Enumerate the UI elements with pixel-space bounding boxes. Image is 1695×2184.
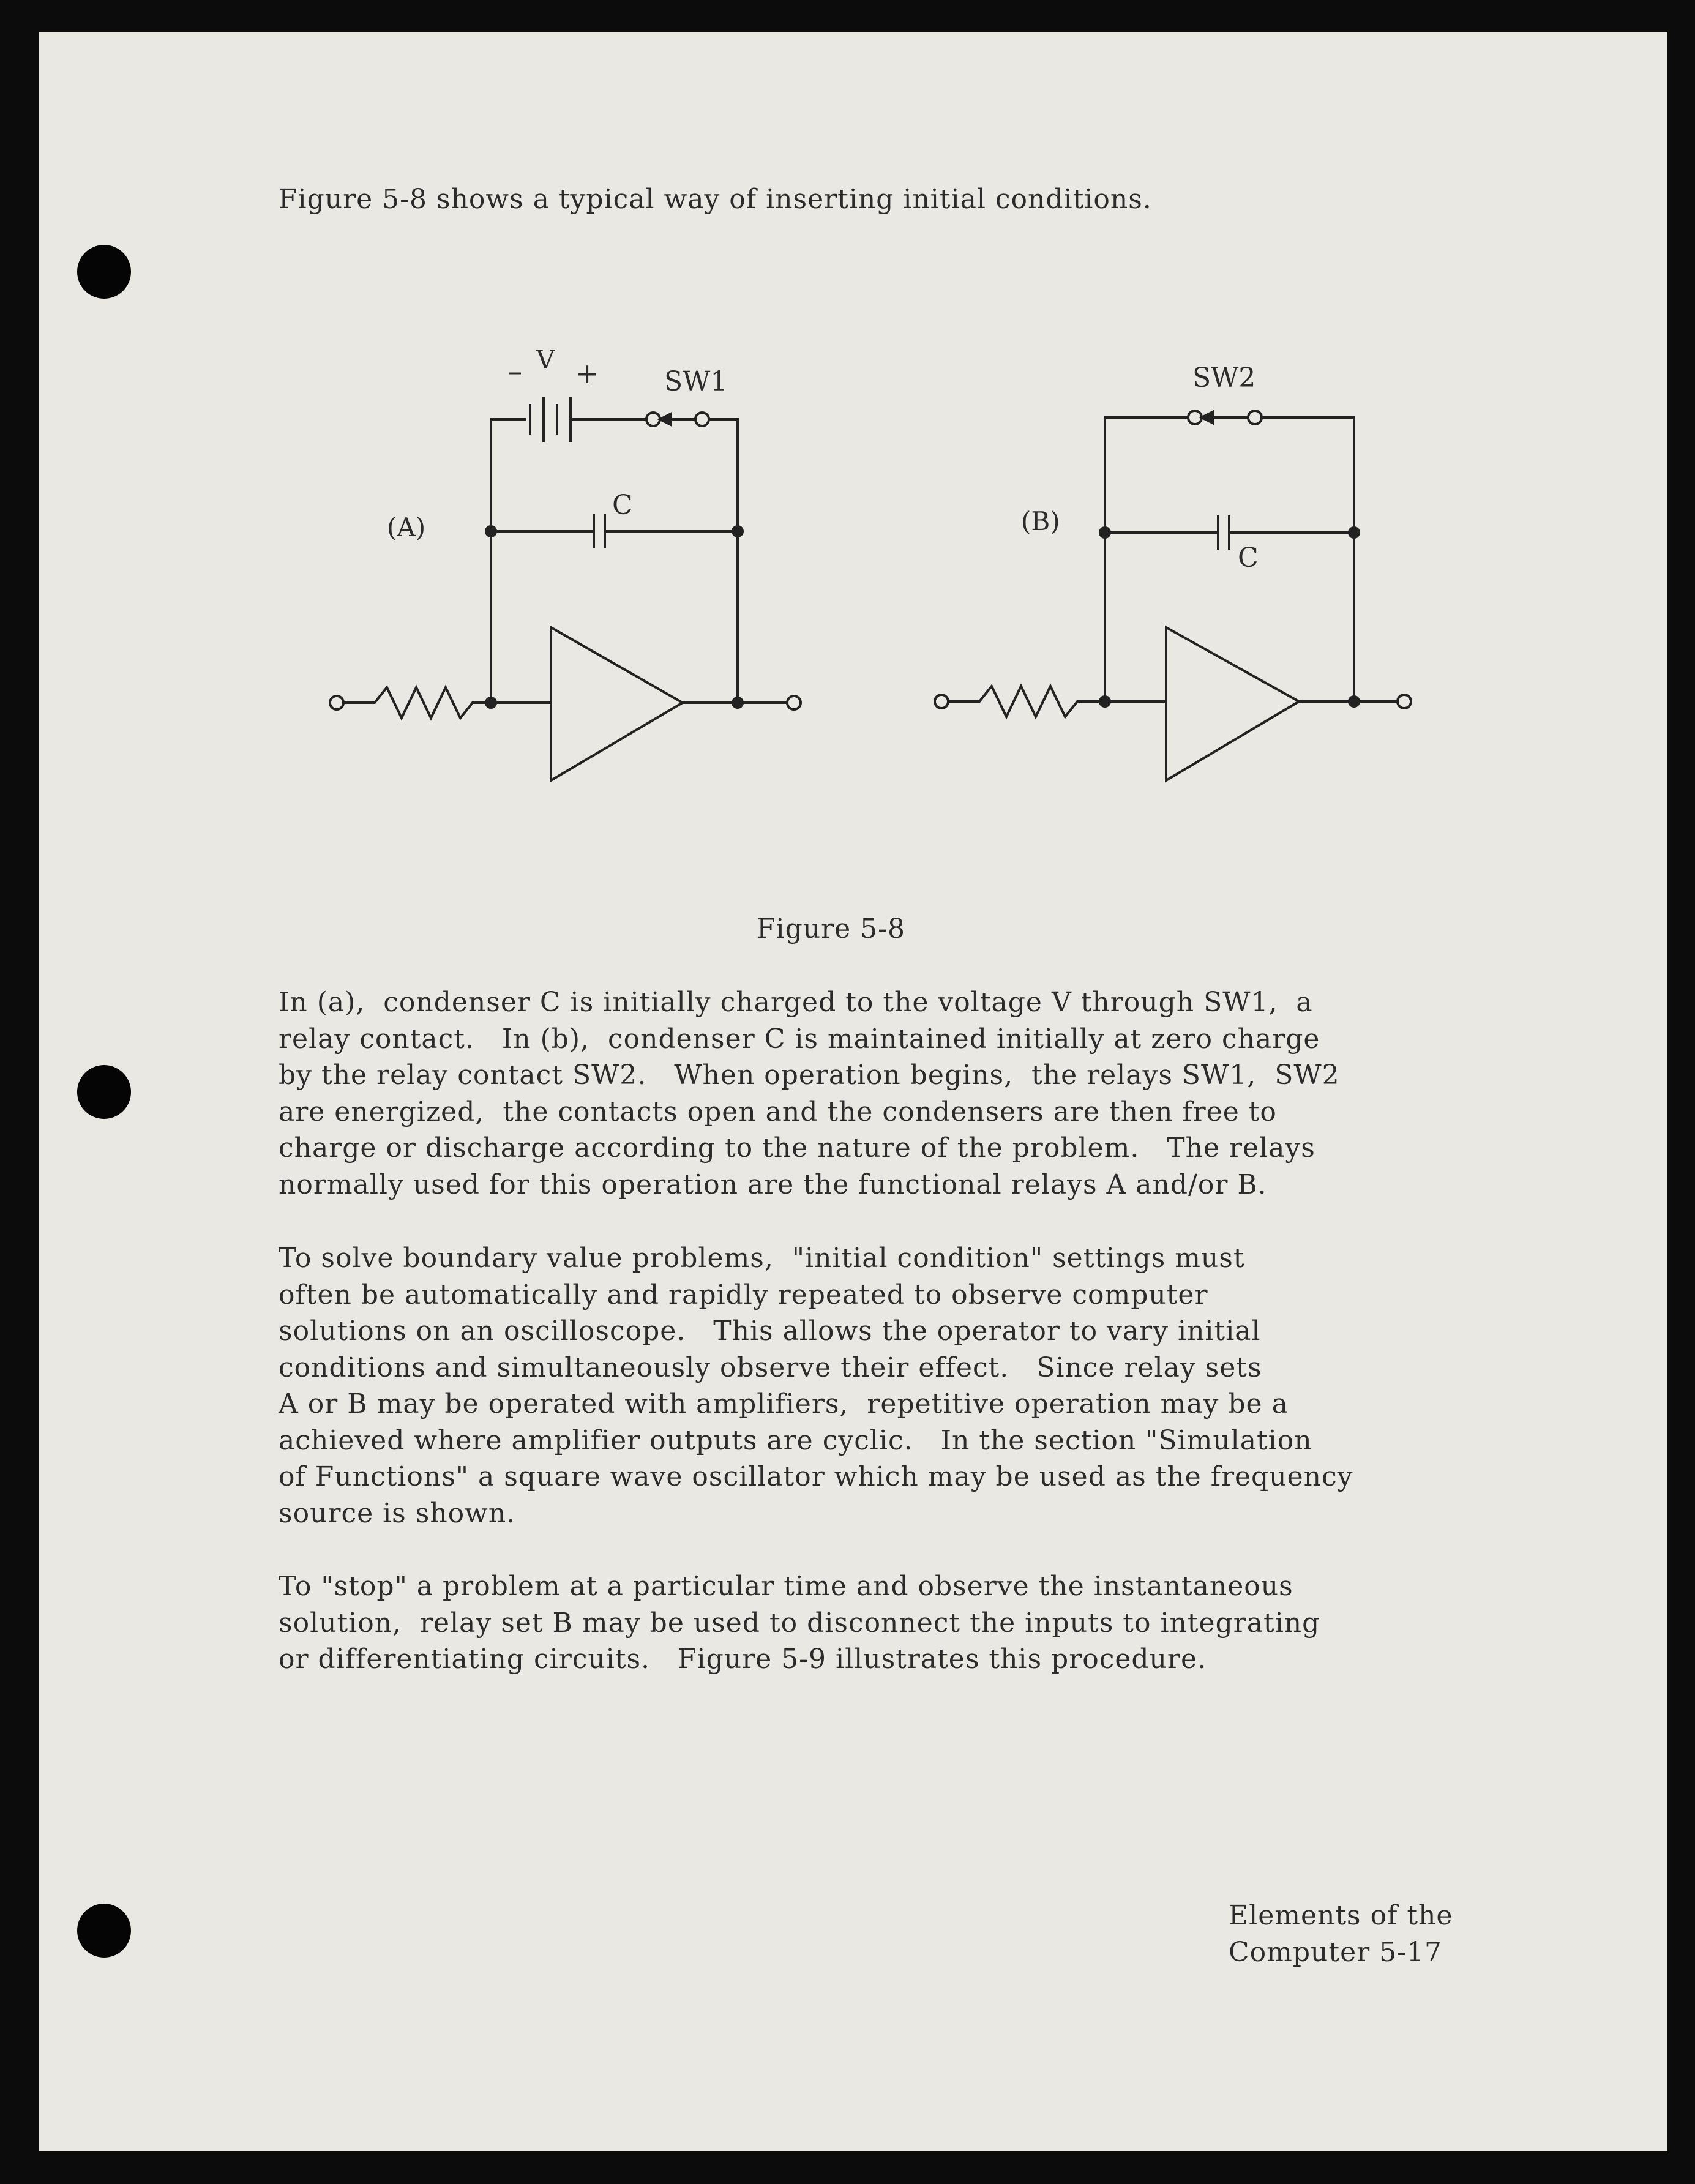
paragraph-line: or differentiating circuits. Figure 5-9 illustrates this procedure. xyxy=(279,1644,1207,1675)
paragraph-line: To "stop" a problem at a particular time and observe the instantaneous xyxy=(279,1571,1293,1602)
switch-sw2-label: SW2 xyxy=(1192,362,1256,394)
punch-hole-bottom xyxy=(77,1904,131,1958)
battery-voltage-label: V xyxy=(536,345,555,375)
paragraph-line: conditions and simultaneously observe their effect. Since relay sets xyxy=(279,1352,1262,1383)
figure-5-8-diagram xyxy=(0,0,1695,857)
paragraph-line: relay contact. In (b), condenser C is maintained initially at zero charge xyxy=(279,1023,1320,1055)
paragraph-line: charge or discharge according to the nature of the problem. The relays xyxy=(279,1132,1315,1164)
capacitor-b-label: C xyxy=(1238,542,1259,574)
paragraph-line: are energized, the contacts open and the condensers are then free to xyxy=(279,1096,1277,1128)
paragraph-line: normally used for this operation are the functional relays A and/or B. xyxy=(279,1169,1267,1200)
paragraph-line: of Functions" a square wave oscillator which may be used as the frequency xyxy=(279,1461,1353,1492)
punch-hole-middle xyxy=(77,1065,131,1119)
circuit-a xyxy=(330,397,801,780)
circuit-b xyxy=(935,411,1411,780)
footer-line-2: Computer 5-17 xyxy=(1229,1936,1442,1968)
paragraph-line: source is shown. xyxy=(279,1497,516,1529)
page-footer xyxy=(1229,1898,1453,1970)
footer-line-1: Elements of the xyxy=(1229,1900,1453,1931)
paragraph-1 xyxy=(279,984,1340,1203)
paragraph-line: by the relay contact SW2. When operation begins, the relays SW1, SW2 xyxy=(279,1060,1340,1091)
paragraph-line: To solve boundary value problems, "initial condition" settings must xyxy=(279,1243,1245,1274)
circuit-b-label: (B) xyxy=(1021,506,1060,536)
circuit-a-label: (A) xyxy=(387,512,426,542)
paragraph-line: achieved where amplifier outputs are cyclic. In the section "Simulation xyxy=(279,1424,1312,1456)
intro-sentence: Figure 5-8 shows a typical way of inserting initial conditions. xyxy=(279,184,1152,215)
paragraph-line: solution, relay set B may be used to disconnect the inputs to integrating xyxy=(279,1607,1320,1639)
capacitor-a-label: C xyxy=(612,490,633,521)
paragraph-line: solutions on an oscilloscope. This allows the operator to vary initial xyxy=(279,1315,1261,1347)
paragraph-line: often be automatically and rapidly repeated to observe computer xyxy=(279,1279,1208,1311)
paragraph-line: A or B may be operated with amplifiers, repetitive operation may be a xyxy=(279,1388,1289,1419)
paragraph-line: In (a), condenser C is initially charged to the voltage V through SW1, a xyxy=(279,987,1313,1018)
battery-plus-sign: + xyxy=(575,357,599,390)
paragraph-2 xyxy=(279,1240,1353,1531)
switch-sw1-label: SW1 xyxy=(664,366,728,397)
figure-caption: Figure 5-8 xyxy=(757,913,906,944)
paragraph-3 xyxy=(279,1568,1320,1678)
battery-minus-sign: – xyxy=(508,354,522,387)
